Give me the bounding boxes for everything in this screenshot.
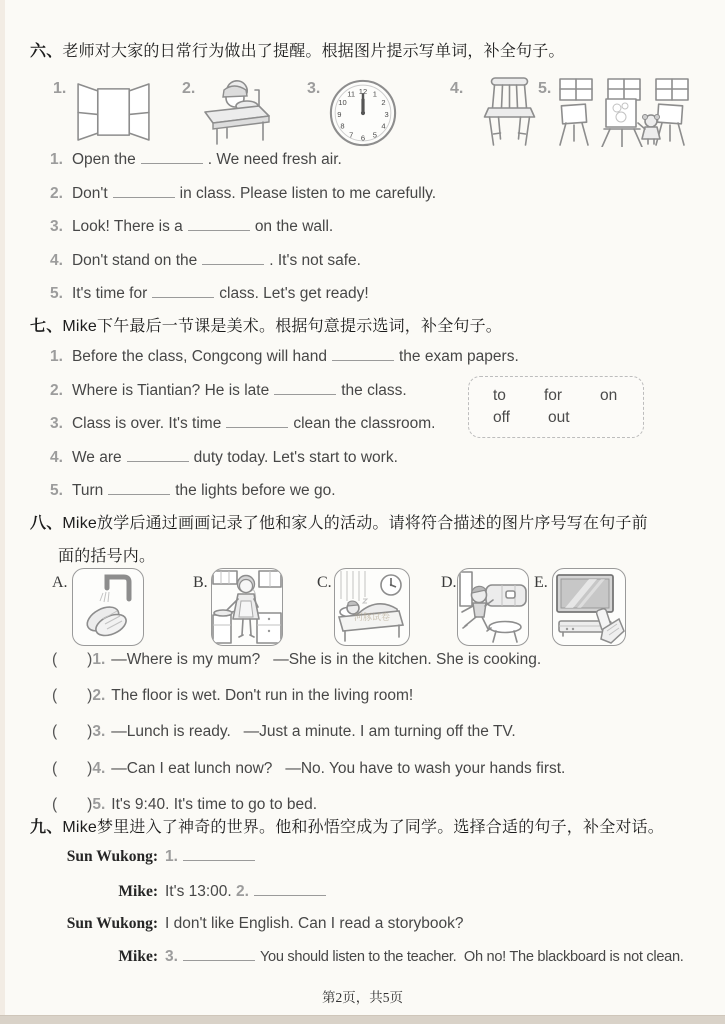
word-bank	[468, 376, 644, 438]
sentence-pre: Open the	[71, 151, 136, 168]
bracket-close: )	[87, 760, 93, 777]
item-number: 3.	[50, 218, 63, 235]
item-number: 2.	[50, 382, 63, 399]
s6-item-2	[50, 184, 436, 203]
picture-boy-running	[457, 568, 529, 646]
sentence-pre: It's time for	[71, 285, 148, 302]
item-number: 3.	[92, 723, 106, 740]
sentence-post: clean the classroom.	[293, 415, 436, 432]
item-number: 5.	[50, 285, 63, 302]
sentence-text: —Lunch is ready. —Just a minute. I am turning off the TV.	[111, 723, 516, 740]
answer-blank	[254, 882, 326, 896]
picture-turning-off-tv	[552, 568, 626, 646]
item-number: 3.	[50, 415, 63, 432]
sentence-text: The floor is wet. Don't run in the living room!	[111, 687, 414, 704]
picture-number: 1.	[53, 80, 67, 97]
art-classroom-icon	[554, 77, 694, 147]
clock-numeral: 2	[381, 98, 386, 108]
clock-numeral: 1	[372, 89, 377, 99]
section-6-instructions: 老师对大家的日常行为做出了提醒。根据图片提示写单词，补全句子。	[62, 43, 565, 60]
sentence-post: the exam papers.	[398, 348, 519, 365]
sentence-post: class. Let's get ready!	[219, 285, 369, 302]
s7-item-2	[50, 381, 407, 400]
dialog-text: I don't like English. Can I read a storybook?	[165, 915, 464, 932]
watermark-text: 河豚试卷	[353, 612, 391, 622]
section-8-title-line1	[30, 510, 648, 533]
sentence-post: the class.	[341, 382, 407, 399]
sentence-pre: Look! There is a	[71, 218, 183, 235]
picture-clock	[329, 79, 397, 147]
item-number: 2.	[50, 185, 63, 202]
sentence-pre: Turn	[71, 482, 104, 499]
section-9-instructions: Mike梦里进入了神奇的世界。他和孙悟空成为了同学。选择合适的句子，补全对话。	[62, 819, 664, 836]
speaker-name: Sun Wukong:	[66, 848, 158, 865]
clock-numeral: 11	[347, 89, 356, 99]
item-number: 4.	[50, 252, 63, 269]
sentence-post: . We need fresh air.	[207, 151, 342, 168]
picture-label: B.	[193, 574, 208, 591]
bracket-open: (	[52, 651, 58, 668]
bracket-close: )	[87, 651, 93, 668]
bracket-close: )	[87, 687, 93, 704]
picture-label: A.	[52, 574, 68, 591]
chair-icon	[482, 76, 537, 148]
scan-edge-left	[0, 0, 5, 1024]
item-number: 2.	[92, 687, 106, 704]
mum-cooking-icon	[212, 569, 282, 645]
bracket-open: (	[52, 723, 58, 740]
picture-number: 5.	[538, 80, 552, 97]
speaker-name: Sun Wukong:	[66, 915, 158, 932]
sentence-pre: Don't	[71, 185, 108, 202]
dialog-text: It's 13:00.	[165, 883, 237, 900]
page-footer: 第2页，共5页	[322, 990, 403, 1005]
word-option: off	[493, 409, 510, 426]
picture-label: C.	[317, 574, 332, 591]
section-7-title	[30, 313, 502, 336]
answer-blank	[274, 381, 336, 395]
answer-blank	[183, 847, 255, 861]
section-8-number: 八、	[30, 515, 63, 532]
clock-numeral: 5	[372, 130, 377, 140]
item-number: 5.	[92, 796, 106, 813]
answer-blank	[226, 414, 288, 428]
section-6-title	[30, 38, 565, 61]
sentence-pre: We are	[71, 449, 122, 466]
s6-item-5	[50, 284, 369, 303]
speaker-name: Mike:	[118, 948, 158, 965]
washing-hands-icon	[73, 569, 143, 645]
section-6-number: 六、	[30, 43, 63, 60]
word-bank-row-2	[493, 409, 643, 427]
dialog-line-3	[40, 915, 464, 933]
s7-item-4	[50, 448, 398, 467]
sentence-pre: Where is Tiantian? He is late	[71, 382, 270, 399]
s6-item-3	[50, 217, 333, 236]
clock-numeral: 7	[349, 130, 354, 140]
boy-running-icon	[458, 569, 528, 645]
section-8-instructions-line1: Mike放学后通过画画记录了他和家人的活动。请将符合描述的图片序号写在句子前	[62, 515, 648, 532]
picture-mum-cooking	[211, 568, 283, 646]
answer-blank	[108, 481, 170, 495]
picture-sleeping-in-bed	[334, 568, 410, 646]
item-number: 1.	[165, 848, 178, 865]
picture-label: E.	[534, 574, 548, 591]
picture-number: 3.	[307, 80, 321, 97]
s7-item-3	[50, 414, 435, 433]
sentence-post: the lights before we go.	[175, 482, 336, 499]
clock-numeral: 6	[360, 133, 366, 143]
section-7-number: 七、	[30, 318, 63, 335]
clock-numeral: 10	[338, 98, 347, 108]
s8-item-5	[52, 796, 317, 814]
s8-item-4	[52, 760, 565, 778]
answer-blank	[113, 184, 175, 198]
sentence-pre: Don't stand on the	[71, 252, 198, 269]
word-option: to	[493, 387, 506, 404]
item-number: 2.	[236, 883, 249, 900]
item-number: 4.	[92, 760, 106, 777]
item-number: 4.	[50, 449, 63, 466]
item-number: 5.	[50, 482, 63, 499]
answer-blank	[332, 347, 394, 361]
student-sleeping-icon	[197, 76, 275, 146]
answer-blank	[188, 217, 250, 231]
s7-item-5	[50, 481, 336, 500]
bracket-close: )	[87, 723, 93, 740]
open-window-icon	[76, 81, 151, 142]
dialog-text: You should listen to the teacher. Oh no! The blackboard is not clean.	[259, 949, 684, 965]
bracket-open: (	[52, 760, 58, 777]
s8-item-1	[52, 651, 541, 669]
bracket-close: )	[87, 796, 93, 813]
clock-numeral: 9	[337, 109, 342, 119]
item-number: 3.	[165, 948, 178, 965]
section-9-number: 九、	[30, 819, 63, 836]
section-7-instructions: Mike下午最后一节课是美术。根据句意提示选词，补全句子。	[62, 318, 502, 335]
s8-item-2	[52, 687, 413, 705]
scan-edge-bottom	[0, 1015, 725, 1024]
clock-numeral: 4	[381, 121, 386, 131]
s6-item-1	[50, 150, 342, 169]
tv-remote-icon	[553, 569, 625, 645]
word-option: out	[547, 409, 570, 426]
picture-number: 2.	[182, 80, 196, 97]
picture-chair	[482, 76, 537, 148]
s6-item-4	[50, 251, 361, 270]
section-8-instructions-line2: 面的括号内。	[58, 548, 156, 565]
bracket-open: (	[52, 687, 58, 704]
answer-blank	[183, 947, 255, 961]
answer-blank	[152, 284, 214, 298]
sentence-pre: Before the class, Congcong will hand	[71, 348, 327, 365]
item-number: 1.	[92, 651, 106, 668]
clock-numeral: 3	[384, 109, 389, 119]
item-number: 1.	[50, 151, 63, 168]
bracket-open: (	[52, 796, 58, 813]
picture-washing-hands	[72, 568, 144, 646]
picture-number: 4.	[450, 80, 464, 97]
sentence-post: in class. Please listen to me carefully.	[179, 185, 437, 202]
sleeping-in-bed-icon	[335, 569, 409, 645]
sentence-text: —Can I eat lunch now? —No. You have to wash your hands first.	[111, 760, 566, 777]
sentence-post: duty today. Let's start to work.	[193, 449, 398, 466]
dialog-line-4	[40, 947, 684, 966]
speaker-name: Mike:	[118, 883, 158, 900]
section-9-title	[30, 814, 664, 837]
answer-blank	[202, 251, 264, 265]
dialog-line-2	[40, 882, 331, 901]
dialog-line-1	[40, 847, 260, 866]
sentence-pre: Class is over. It's time	[71, 415, 222, 432]
sentence-post: . It's not safe.	[269, 252, 361, 269]
word-option: on	[600, 387, 618, 404]
answer-blank	[127, 448, 189, 462]
picture-art-classroom	[554, 77, 694, 147]
clock-numeral: 12	[358, 86, 368, 96]
item-number: 1.	[50, 348, 63, 365]
picture-label: D.	[441, 574, 457, 591]
s7-item-1	[50, 347, 519, 366]
word-option: for	[543, 387, 563, 404]
picture-open-window	[76, 81, 151, 142]
picture-student-sleeping	[197, 76, 275, 146]
section-8-title-line2	[58, 543, 155, 566]
sentence-text: It's 9:40. It's time to go to bed.	[111, 796, 318, 813]
s8-item-3	[52, 723, 516, 741]
clock-numeral: 8	[340, 121, 345, 131]
sentence-text: —Where is my mum? —She is in the kitchen. She is cooking.	[111, 651, 542, 668]
clock-icon	[329, 79, 397, 147]
answer-blank	[141, 150, 203, 164]
sentence-post: on the wall.	[254, 218, 334, 235]
word-bank-row-1	[493, 387, 643, 405]
